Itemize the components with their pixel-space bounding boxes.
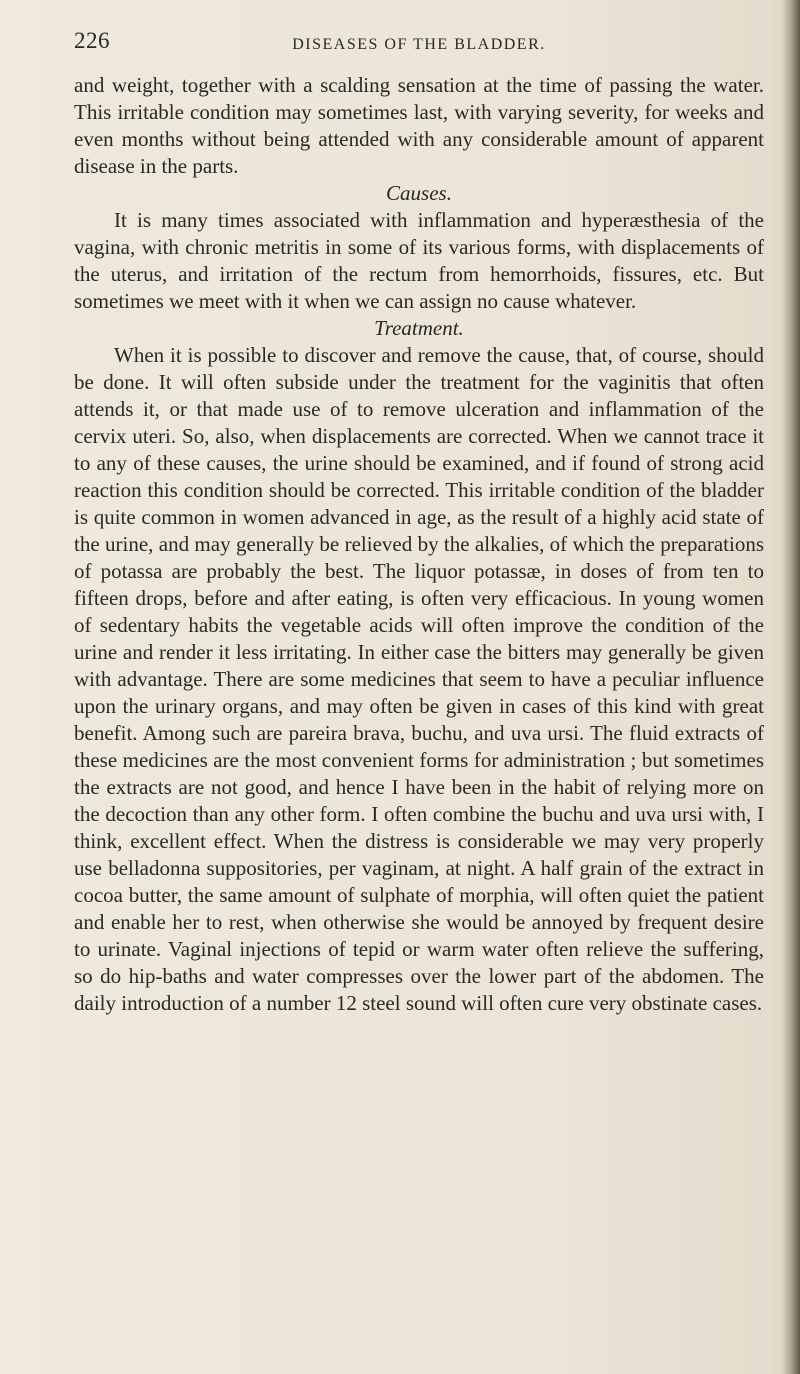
running-head: DISEASES OF THE BLADDER. — [292, 36, 546, 53]
paragraph-intro: and weight, together with a scalding sensation at the time of passing the water. This irritable condition may sometimes last, with varying severity, for weeks and even months without being attended with any considerable amount of apparent disease in the parts. — [74, 73, 764, 178]
page-number: 226 — [74, 28, 110, 53]
page-header — [74, 28, 764, 68]
paragraph-treatment: When it is possible to discover and remove the cause, that, of course, should be done. It will often subside under the treatment for the vaginitis that often attends it, or that made use of to remove ulceration and inflammation of the cervix uteri. So, also, when displacements are corrected. When we cannot trace it to any of these causes, the urine should be examined, and if found of strong acid reaction this condition should be corrected. This irritable condition of the bladder is quite common in women advanced in age, as the result of a highly acid state of the urine, and may generally be relieved by the alkalies, of which the preparations of potassa are probably the best. The liquor potassæ, in doses of from ten to fifteen drops, before and after eating, is often very efficacious. In young women of sedentary habits the vegetable acids will often improve the condition of the urine and render it less irritating. In either case the bitters may generally be given with advantage. There are some medicines that seem to have a peculiar influence upon the urinary organs, and may often be given in cases of this kind with great benefit. Among such are pareira brava, buchu, and uva ursi. The fluid extracts of these medicines are the most convenient forms for administration ; but sometimes the extracts are not good, and hence I have been in the habit of relying more on the decoction than any other form. I often combine the buchu and uva ursi with, I think, excellent effect. When the distress is considerable we may very properly use belladonna suppositories, per vaginam, at night. A half grain of the extract in cocoa butter, the same amount of sulphate of morphia, will often quiet the patient and enable her to rest, when otherwise she would be annoyed by frequent desire to urinate. Vaginal injections of tepid or warm water often relieve the suffering, so do hip-baths and water compresses over the lower part of the abdomen. The daily introduction of a number 12 steel sound will often cure very obstinate cases. — [74, 343, 764, 1015]
section-heading-causes: Causes. — [386, 181, 452, 205]
section-heading-treatment: Treatment. — [374, 316, 464, 340]
paragraph-causes: It is many times associated with inflammation and hyperæsthesia of the vagina, with chronic metritis in some of its various forms, with displacements of the uterus, and irritation of the rectum from hemorrhoids, fissures, etc. But sometimes we meet with it when we can assign no cause whatever. — [74, 208, 764, 313]
page-edge-shadow — [782, 0, 800, 1374]
body-text — [74, 72, 764, 1017]
